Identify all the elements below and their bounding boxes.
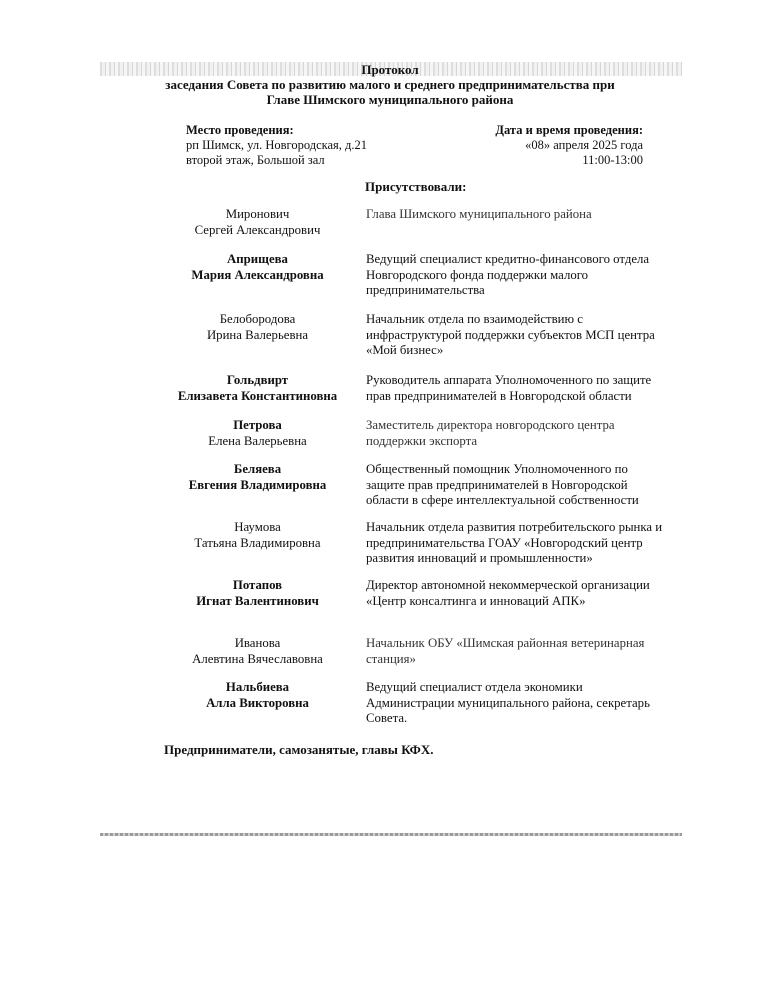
attendee-name: Наумова Татьяна Владимировна xyxy=(194,520,321,550)
attendee-role: Начальник отдела развития потребительского рынка и предпринимательства ГОАУ «Новгородский центр развития инноваций и промышленности» xyxy=(366,520,663,565)
attendee-role: Ведущий специалист кредитно-финансового отдела Новгородского фонда поддержки малого предпринимательства xyxy=(366,252,650,297)
document-subtitle-line1: заседания Совета по развитию малого и среднего предпринимательства при xyxy=(165,77,615,92)
attendee-role: Ведущий специалист отдела экономики Администрации муниципального района, секретарь Совета. xyxy=(366,680,650,725)
attendee-role: Заместитель директора новгородского центра поддержки экспорта xyxy=(366,418,615,448)
attendee-name: Гольдвирт Елизавета Константиновна xyxy=(177,373,338,403)
attendee-role: Начальник ОБУ «Шимская районная ветеринарная станция» xyxy=(366,636,645,666)
datetime-label: Дата и время проведения: xyxy=(495,123,643,137)
attendee-name: Нальбиева Алла Викторовна xyxy=(206,680,309,710)
attendee-name: Миронович Сергей Александрович xyxy=(194,207,321,237)
attendees-heading: Присутствовали: xyxy=(365,179,467,194)
document-title: Протокол xyxy=(361,62,419,77)
meeting-date: «08» апреля 2025 года xyxy=(525,138,643,152)
attendee-name: Белобородова Ирина Валерьевна xyxy=(206,312,309,342)
datetime-block xyxy=(440,123,643,168)
document-subtitle-line2: Главе Шимского муниципального района xyxy=(266,92,514,107)
attendee-name: Потапов Игнат Валентинович xyxy=(196,578,319,608)
attendee-role: Глава Шимского муниципального района xyxy=(366,207,592,221)
location-address: рп Шимск, ул. Новгородская, д.21 xyxy=(186,138,368,152)
footer-note: Предприниматели, самозанятые, главы КФХ. xyxy=(164,742,434,757)
location-block xyxy=(186,123,367,168)
location-label: Место проведения: xyxy=(186,123,294,137)
attendee-role: Общественный помощник Уполномоченного по защите прав предпринимателей в Новгородской области в сфере интеллектуальной собственности xyxy=(366,462,639,507)
attendee-name: Априщева Мария Александровна xyxy=(191,252,324,282)
attendee-name: Иванова Алевтина Вячеславовна xyxy=(192,636,323,666)
attendee-role: Руководитель аппарата Уполномоченного по защите прав предпринимателей в Новгородской области xyxy=(366,373,652,403)
attendee-role: Начальник отдела по взаимодействию с инфраструктурой поддержки субъектов МСП центра «Мой бизнес» xyxy=(366,312,655,357)
attendee-name: Петрова Елена Валерьевна xyxy=(208,418,307,448)
attendee-role: Директор автономной некоммерческой организации «Центр консалтинга и инноваций АПК» xyxy=(366,578,650,608)
meeting-time: 11:00-13:00 xyxy=(582,153,643,167)
scan-artifact-bottom-line xyxy=(100,833,682,836)
attendee-name: Беляева Евгения Владимировна xyxy=(188,462,327,492)
location-room: второй этаж, Большой зал xyxy=(186,153,325,167)
